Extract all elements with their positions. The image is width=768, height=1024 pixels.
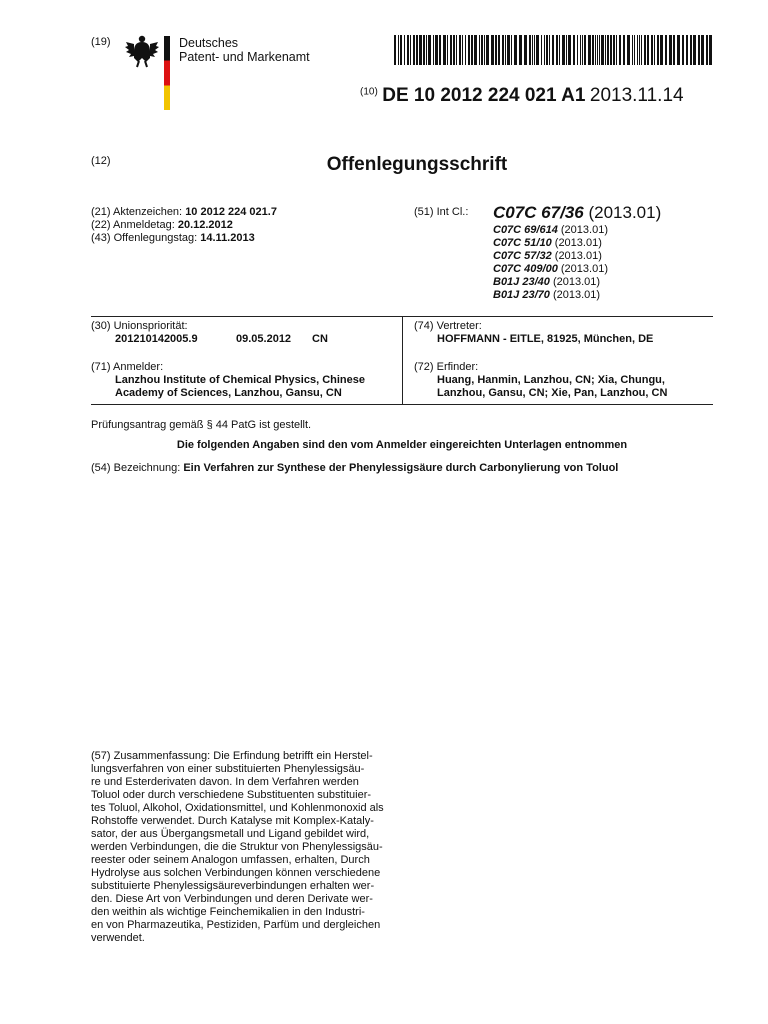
disclaimer: Die folgenden Angaben sind den vom Anmelder eingereichten Unterlagen entnommen — [176, 439, 628, 451]
ipc-code: C07C 57/32 — [493, 250, 552, 262]
inventors-line2: Lanzhou, Gansu, CN; Xie, Pan, Lanzhou, CN — [437, 387, 668, 399]
ipc-version: (2013.01) — [554, 250, 602, 262]
field-22-label: (22) Anmeldetag: — [91, 219, 175, 231]
priority-date: 09.05.2012 — [236, 333, 292, 345]
divider-vertical — [402, 316, 403, 404]
field-22 — [91, 219, 233, 232]
inid-code-12: (12) — [91, 155, 111, 167]
filing-date: 20.12.2012 — [177, 219, 233, 231]
publication-date: 2013.11.14 — [589, 85, 684, 106]
abstract-line: werden Verbindungen, die die Struktur von Phenylessigsäu- — [91, 841, 383, 853]
field-21-label: (21) Aktenzeichen: — [91, 206, 183, 218]
field-21 — [91, 206, 277, 219]
invention-title: Ein Verfahren zur Synthese der Phenylessigsäure durch Carbonylierung von Toluol — [183, 462, 619, 474]
ipc-list — [493, 224, 608, 302]
ipc-version: (2013.01) — [554, 237, 602, 249]
application-number: 10 2012 224 021.7 — [185, 206, 277, 218]
abstract-line: substituierte Phenylessigsäureverbindungen erhalten wer- — [91, 880, 375, 892]
ipc-entry — [493, 263, 608, 276]
barcode — [394, 35, 714, 65]
publication-date-field: 14.11.2013 — [200, 232, 255, 244]
field-54 — [91, 462, 618, 475]
abstract-line: den weithin als wichtige Feinchemikalien in den Industri- — [91, 906, 365, 918]
ipc-main — [493, 203, 661, 223]
applicant-line1: Lanzhou Institute of Chemical Physics, Chinese — [115, 374, 365, 386]
abstract-line: Rohstoffe verwendet. Durch Katalyse mit Komplex-Kataly- — [91, 815, 374, 827]
ipc-version: (2013.01) — [560, 263, 608, 275]
ipc-entry — [493, 224, 608, 237]
ipc-main-code: C07C 67/36 — [493, 203, 584, 222]
ipc-code: B01J 23/40 — [493, 276, 550, 288]
ipc-code: C07C 409/00 — [493, 263, 558, 275]
field-71-label: (71) Anmelder: — [91, 361, 164, 373]
abstract-line: (57) Zusammenfassung: Die Erfindung betrifft ein Herstel- — [91, 750, 373, 762]
document-type-title: Offenlegungsschrift — [326, 154, 508, 175]
field-43 — [91, 232, 255, 245]
field-72-label: (72) Erfinder: — [414, 361, 479, 373]
ipc-main-version: (2013.01) — [588, 203, 662, 222]
field-74-label: (74) Vertreter: — [414, 320, 482, 332]
field-30-label: (30) Unionspriorität: — [91, 320, 188, 332]
applicant-line2: Academy of Sciences, Lanzhou, Gansu, CN — [115, 387, 342, 399]
abstract-line: lungsverfahren von einer substituierten Phenylessigsäu- — [91, 763, 365, 775]
publication-number: DE 10 2012 224 021 A1 — [382, 85, 586, 106]
priority-number: 201210142005.9 — [115, 333, 198, 345]
abstract-line: reester oder seinem Analogon umfassen, erhalten, Durch — [91, 854, 370, 866]
abstract-line: Hydrolyse aus solchen Verbindungen können verschiedene — [91, 867, 381, 879]
ipc-entry — [493, 250, 608, 263]
ipc-code: B01J 23/70 — [493, 289, 550, 301]
office-name — [179, 36, 310, 64]
inventors-line1: Huang, Hanmin, Lanzhou, CN; Xia, Chungu, — [437, 374, 665, 386]
priority-country: CN — [312, 333, 328, 345]
ipc-version: (2013.01) — [552, 289, 601, 301]
abstract-line: re und Esterderivaten davon. In dem Verfahren werden — [91, 776, 359, 788]
field-51-label: (51) Int Cl.: — [414, 206, 469, 218]
federal-eagle-logo — [124, 34, 160, 68]
abstract-line: en von Pharmazeutika, Pestiziden, Parfüm und dergleichen — [91, 919, 381, 931]
divider-bottom — [91, 404, 713, 405]
ipc-version: (2013.01) — [552, 276, 601, 288]
examination-note: Prüfungsantrag gemäß § 44 PatG ist gestellt. — [91, 419, 312, 431]
abstract — [91, 750, 398, 945]
inid-code-10: (10) — [360, 86, 378, 98]
abstract-line: Toluol oder durch verschiedene Substituenten substituier- — [91, 789, 372, 801]
german-flag-bar — [164, 36, 170, 110]
ipc-code: C07C 69/614 — [493, 224, 558, 236]
abstract-line: tes Toluol, Alkohol, Oxidationsmittel, und Kohlenmonoxid als — [91, 802, 384, 814]
abstract-line: sator, der aus Übergangsmetall und Ligand gebildet wird, — [91, 828, 370, 840]
field-54-label: (54) Bezeichnung: — [91, 462, 181, 474]
office-name-line1: Deutsches — [179, 36, 239, 50]
ipc-entry — [493, 289, 608, 302]
abstract-line: verwendet. — [91, 932, 145, 944]
ipc-code: C07C 51/10 — [493, 237, 552, 249]
ipc-version: (2013.01) — [560, 224, 608, 236]
ipc-entry — [493, 237, 608, 250]
representative: HOFFMANN - EITLE, 81925, München, DE — [437, 333, 654, 345]
publication-number-line — [360, 85, 684, 107]
inid-code-19: (19) — [91, 36, 111, 48]
field-43-label: (43) Offenlegungstag: — [91, 232, 198, 244]
ipc-entry — [493, 276, 608, 289]
office-name-line2: Patent- und Markenamt — [179, 50, 310, 64]
abstract-line: den. Diese Art von Verbindungen und deren Derivate wer- — [91, 893, 373, 905]
